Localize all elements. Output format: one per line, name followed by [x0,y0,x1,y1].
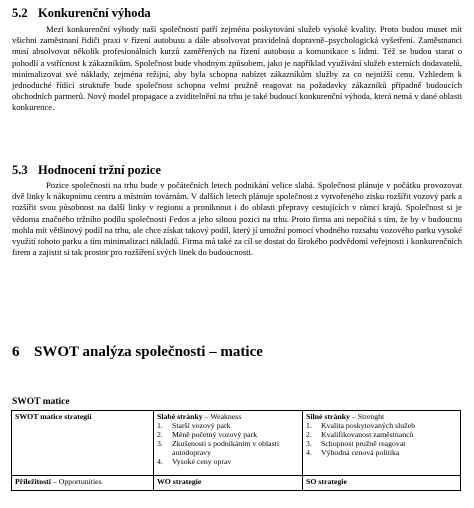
list-item: 3. Schopnost pružně reagovat [306,439,406,448]
table-cell-wo-strategy: WO strategie [154,476,303,491]
chapter-heading-6 [12,343,263,361]
paragraph-text: Mezi konkurenční výhody naší společnosti patří zejména poskytování služeb vysoké kvality. Proto budou muset mít všichni zaměstnaní řidiči praxi v řízení autobusu a dále absolvovat pravidelná dopravně–psychologická vyšetření. Zaměstnanci musí absolvovat několik profesionálních kurzů zaměřených na řízení autobusu a komunikace s lidmi. Též se budou starat o pohodlí a vstřícnost k zákazníkům. Společnost bude vhodným způsobem, jako je například využívání služeb externích dodavatelů, minimalizovat své náklady, zejména režijní, aby byla schopna nabízet zákazníkům služby za co nejnižší cenu. Vzhledem k jednoduché řídící struktuře bude společnost schopna velmi pružně reagovat na požadavky zákazníků případně budoucích obchodních partnerů. Nový model propagace a zviditelnění na trhu je také budoucí konkurenční výhoda, která nemá v dané oblasti konkurence. [12,24,462,113]
strengths-heading: Silné stránky – Strenght [306,412,385,421]
section-title: Hodnocení tržní pozice [38,163,161,177]
list-item: 3. Zkušenosti s podnikáním v oblasti autodopravy [157,439,279,457]
list-item: 4. Výhodná cenová politika [306,448,400,457]
table-row [12,476,461,491]
chapter-number: 6 [12,344,20,360]
paragraph-text: Pozice společnosti na trhu bude v počátečních letech podnikání velice slabá. Společnost plánuje v počátku provozovat dvě linky k nákupnímu centru a místním továrnám. V dalších letech plánuje společnost z vytvořeného zisku rozšířit vozový park a rozšířit svou působnost na další linky v regionu a proniknout i do oblasti přepravy cestujících v rámci krajů. Společnost si je vědoma značného tržního podílu společnosti Fedos a jeho silnou pozici na trhu. Proto firma ani nepočítá s tím, že by v budoucnu mohla mít většinový podíl na trhu, ale chce získat takový podíl, který jí umožní pomocí vhodného rozsahu vozového parku vysoké využití tohoto parku a tím minimalizaci nákladů. Firma má také za cíl se dostat do širokého podvědomí veřejnosti i konkurenčních firem a zajistit si tak prostor pro rozšíření svých linek do budoucnosti. [12,180,462,258]
list-item: 2. Kvalifikovanost zaměstnanců [306,430,414,439]
strengths-list [306,421,457,457]
section-5-3-paragraph [12,180,462,258]
section-heading-5-3 [12,163,161,177]
table-caption: SWOT matice [12,397,70,407]
table-cell-weaknesses [154,411,303,476]
list-item: 4. Vysoké ceny oprav [157,457,232,466]
section-number: 5.3 [12,163,28,177]
table-cell-corner: SWOT matice strategií [12,411,154,476]
table-cell-strengths [303,411,461,476]
section-heading-5-2 [12,6,151,20]
weaknesses-list [157,421,299,466]
section-number: 5.2 [12,6,28,20]
table-cell-so-strategy: SO strategie [303,476,461,491]
list-item: 2. Méně početný vozový park [157,430,258,439]
table-cell-opportunities: Příležitosti – Opportunities [12,476,154,491]
swot-matrix-table [11,410,461,491]
table-row [12,411,461,476]
section-5-2-paragraph [12,24,462,114]
list-item: 1. Kvalita poskytovaných služeb [306,421,415,430]
section-title: Konkurenční výhoda [38,6,151,20]
chapter-title: SWOT analýza společnosti – matice [34,344,263,360]
list-item: 1. Starší vozový park [157,421,231,430]
weaknesses-heading: Slabé stránky – Weakness [157,412,242,421]
